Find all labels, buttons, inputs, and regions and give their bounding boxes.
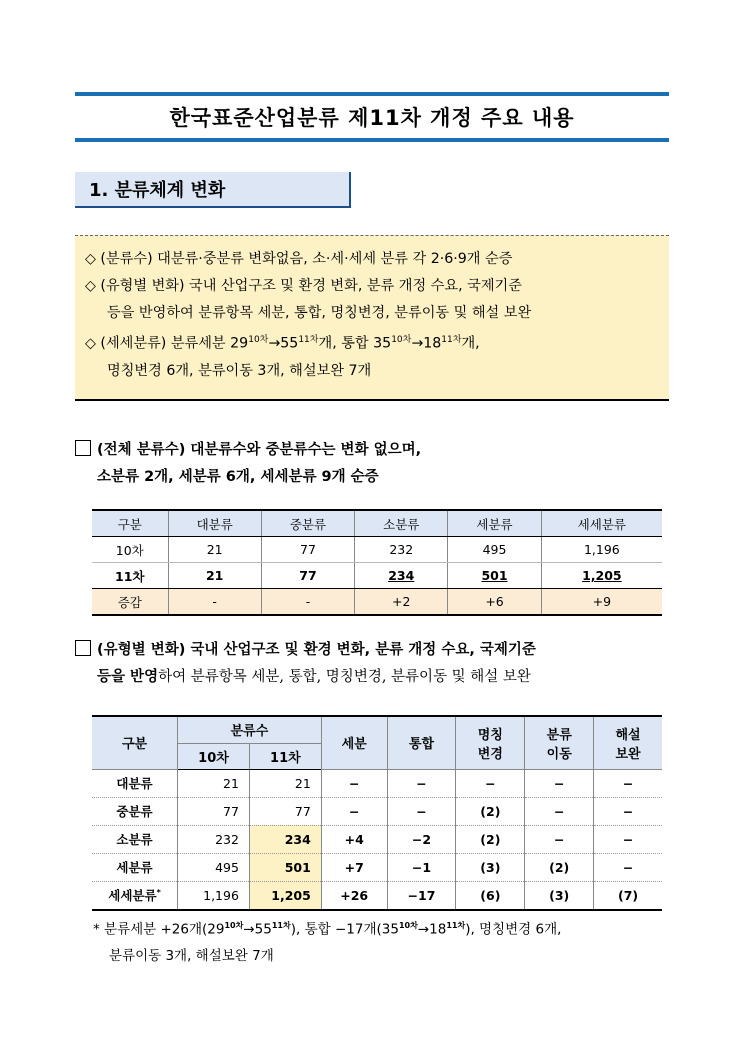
t2-cell-text: 234	[284, 831, 311, 847]
t1-cell: 1,196	[541, 537, 662, 563]
t1-cell: 495	[448, 537, 541, 563]
t2-cell-text: (2)	[480, 831, 501, 847]
asterisk-mark: *	[156, 887, 161, 897]
t2-cell-text: 77	[223, 803, 239, 819]
t2-cell	[249, 825, 321, 853]
table-row	[92, 563, 662, 589]
t1-header-cell: 구분	[92, 510, 168, 537]
t2-cell-text: 501	[284, 859, 311, 875]
t2-cell	[525, 881, 594, 910]
col-move: 분류 이동	[525, 716, 594, 769]
fn-sup-11: 11차	[271, 921, 291, 930]
t2-cell	[92, 769, 178, 797]
t2-cell-text: (3)	[549, 887, 570, 903]
col-split: 세분	[321, 716, 387, 769]
summary-line-5: 명칭변경 6개, 분류이동 3개, 해설보완 7개	[107, 362, 372, 379]
t2-cell	[456, 853, 525, 881]
t2-cell-text: +4	[344, 831, 364, 847]
table-row	[92, 853, 662, 881]
t1-cell	[541, 563, 662, 589]
t2-cell-text: 21	[294, 775, 311, 791]
t2-cell	[387, 825, 456, 853]
t2-cell	[92, 825, 178, 853]
t2-cell-text: 232	[215, 831, 239, 847]
t2-cell	[178, 853, 250, 881]
counts-table	[92, 509, 662, 616]
t2-cell-text: −	[416, 775, 427, 791]
footnote	[93, 913, 561, 969]
t2-cell-text: 대분류	[116, 776, 153, 791]
t2-cell	[387, 853, 456, 881]
t1-cell: 77	[261, 537, 354, 563]
t1-cell: 77	[261, 563, 354, 589]
t2-cell-text: 77	[294, 803, 311, 819]
col-merge: 통합	[387, 716, 456, 769]
document-title	[75, 92, 669, 142]
summary-line-4	[85, 327, 659, 358]
sup-10: 10차	[248, 335, 269, 345]
t2-cell	[456, 881, 525, 910]
t1-header-cell: 세세분류	[541, 510, 662, 537]
t2-cell	[525, 769, 594, 797]
table-row	[92, 769, 662, 797]
t2-cell-text: −17	[407, 887, 436, 903]
t1-header-cell: 대분류	[168, 510, 261, 537]
checkbox-square-icon	[75, 640, 91, 656]
t1-header-cell: 중분류	[261, 510, 354, 537]
t2-cell-text: −	[622, 803, 634, 819]
t2-cell	[249, 769, 321, 797]
bullet-total-counts	[75, 437, 421, 491]
t1-cell: -	[168, 589, 261, 616]
t1-header-cell: 소분류	[355, 510, 448, 537]
t2-cell-text: −	[622, 831, 634, 847]
footnote-line2: 분류이동 3개, 해설보완 7개	[109, 947, 274, 964]
t2-cell-text: −	[348, 775, 360, 791]
t2-cell	[178, 825, 250, 853]
col-count: 분류수	[178, 716, 322, 743]
t1-cell: 232	[355, 537, 448, 563]
section-heading-text: 1. 분류체계 변화	[89, 180, 226, 201]
bullet2-line2-plain: 하여 분류항목 세분, 통합, 명칭변경, 분류이동 및 해설 보완	[158, 669, 531, 685]
t2-cell	[594, 769, 662, 797]
t1-cell: 11차	[92, 563, 168, 589]
t2-cell-text: −	[622, 859, 634, 875]
t2-cell	[456, 797, 525, 825]
t2-cell	[387, 769, 456, 797]
footnote-a: * 분류세분 +26개(29	[93, 921, 225, 938]
t2-cell	[92, 797, 178, 825]
summary-line-2: ◇ (유형별 변화) 국내 산업구조 및 환경 변화, 분류 개정 수요, 국제기준	[85, 278, 522, 294]
t2-cell	[249, 881, 321, 910]
t2-cell-text: −	[485, 775, 496, 791]
t2-cell-text: (7)	[618, 887, 639, 903]
t2-cell	[456, 769, 525, 797]
t1-cell: 21	[168, 563, 261, 589]
t2-cell-text: −	[622, 775, 634, 791]
t1-cell: +2	[355, 589, 448, 616]
type-change-table	[92, 715, 662, 911]
footnote-e: ), 명칭변경 6개,	[465, 921, 562, 938]
fn-sup-11b: 11차	[446, 921, 466, 930]
t1-cell-underlined: 501	[481, 568, 508, 583]
t1-cell: +6	[448, 589, 541, 616]
sup-11: 11차	[298, 335, 319, 345]
col-rename: 명칭 변경	[456, 716, 525, 769]
col-11: 11차	[249, 743, 321, 769]
t2-cell	[249, 853, 321, 881]
t2-cell-text: 21	[223, 775, 239, 791]
t2-cell	[594, 825, 662, 853]
t2-cell	[92, 853, 178, 881]
t2-cell-text: +26	[340, 887, 369, 903]
summary-line-4-a: ◇ (세세분류) 분류세분 29	[85, 335, 249, 352]
t2-cell-text: 1,196	[203, 887, 239, 903]
t2-cell-text: −1	[411, 859, 432, 875]
title-text: 한국표준산업분류 제11차 개정 주요 내용	[169, 106, 575, 130]
footnote-c: ), 통합 −17개(35	[290, 921, 399, 938]
t1-cell	[448, 563, 541, 589]
bullet-type-changes	[75, 637, 536, 691]
summary-line-4-c: 개,	[461, 335, 480, 352]
section-heading	[75, 172, 351, 208]
t2-cell	[594, 881, 662, 910]
fn-sup-10b: 10차	[398, 921, 418, 930]
t2-cell-text: −	[553, 775, 565, 791]
summary-arrow: →55	[268, 335, 299, 352]
table-row	[92, 881, 662, 910]
bullet1-line2: 소분류 2개, 세분류 6개, 세세분류 9개 순증	[97, 469, 379, 485]
t2-cell-text: (6)	[480, 887, 501, 903]
sup-10b: 10차	[391, 335, 412, 345]
summary-line-1: ◇ (분류수) 대분류·중분류 변화없음, 소·세·세세 분류 각 2·6·9개 순증	[85, 251, 513, 267]
t2-cell-text: 495	[215, 859, 239, 875]
t1-cell: +9	[541, 589, 662, 616]
t1-cell: 21	[168, 537, 261, 563]
t2-cell-text: +7	[344, 859, 364, 875]
table-row	[92, 797, 662, 825]
t1-cell	[355, 563, 448, 589]
t1-header-cell: 세분류	[448, 510, 541, 537]
footnote-b: →55	[243, 921, 272, 938]
table-row	[92, 589, 662, 616]
t2-cell-text: 세세분류	[108, 888, 157, 903]
t2-cell-text: (3)	[480, 859, 501, 875]
fn-sup-10: 10차	[224, 921, 244, 930]
t2-cell-text: −	[348, 803, 360, 819]
t2-cell	[594, 853, 662, 881]
t2-cell	[178, 881, 250, 910]
t2-cell	[525, 853, 594, 881]
t2-cell	[387, 881, 456, 910]
t2-cell	[321, 881, 387, 910]
t2-cell	[525, 825, 594, 853]
t1-cell: 10차	[92, 537, 168, 563]
bullet2-line2-bold: 등을 반영	[97, 669, 159, 685]
footnote-d: →18	[417, 921, 447, 938]
summary-box	[75, 235, 669, 401]
t2-cell-text: 중분류	[116, 804, 153, 819]
col-gubun: 구분	[92, 716, 178, 769]
t2-cell-text: −	[553, 831, 565, 847]
table-row	[92, 537, 662, 563]
col-note: 해설 보완	[594, 716, 662, 769]
t2-cell	[178, 769, 250, 797]
t2-cell-text: 세분류	[116, 860, 153, 875]
t2-cell	[92, 881, 178, 910]
table-row	[92, 825, 662, 853]
t2-cell	[456, 825, 525, 853]
t2-cell	[387, 797, 456, 825]
checkbox-square-icon	[75, 440, 91, 456]
t1-cell-underlined: 1,205	[582, 568, 622, 583]
bullet1-line1: (전체 분류수) 대분류수와 중분류수는 변화 없으며,	[97, 442, 422, 458]
t2-cell	[321, 769, 387, 797]
t2-cell	[525, 797, 594, 825]
t2-cell-text: −2	[411, 831, 432, 847]
summary-line-3: 등을 반영하여 분류항목 세분, 통합, 명칭변경, 분류이동 및 해설 보완	[107, 305, 532, 321]
t2-cell	[321, 797, 387, 825]
summary-arrow-2: →18	[411, 335, 442, 352]
t2-cell-text: −	[416, 803, 427, 819]
t2-cell	[249, 797, 321, 825]
t1-cell: -	[261, 589, 354, 616]
t2-cell-text: (2)	[549, 859, 570, 875]
t1-cell: 증감	[92, 589, 168, 616]
sup-11b: 11차	[441, 335, 462, 345]
t2-cell-text: 1,205	[271, 887, 311, 903]
t2-cell-text: −	[553, 803, 565, 819]
col-10: 10차	[178, 743, 250, 769]
t1-cell-underlined: 234	[388, 568, 415, 583]
t2-cell	[594, 797, 662, 825]
t2-cell-text: (2)	[480, 803, 501, 819]
t2-cell	[321, 853, 387, 881]
summary-line-4-b: 개, 통합 35	[318, 335, 392, 352]
t2-cell	[321, 825, 387, 853]
t2-cell	[178, 797, 250, 825]
t2-cell-text: 소분류	[116, 832, 153, 847]
bullet2-line1: (유형별 변화) 국내 산업구조 및 환경 변화, 분류 개정 수요, 국제기준	[97, 642, 536, 658]
